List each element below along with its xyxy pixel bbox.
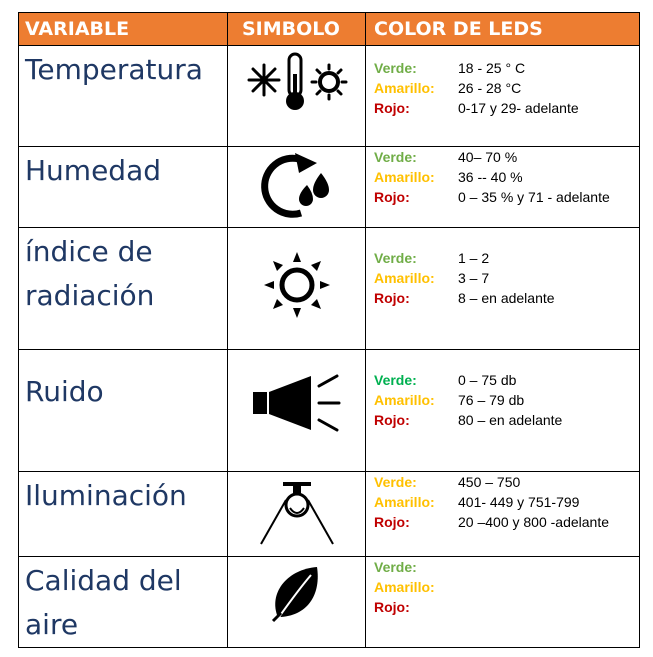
led-colors-cell [366,350,640,472]
red-range: Rojo: 0-17 y 29- adelante [374,100,579,116]
yellow-range: Amarillo: 36 -- 40 % [374,169,523,185]
table-row [19,350,640,472]
sun-icon [262,250,332,320]
red-range: Rojo: 8 – en adelante [374,290,555,306]
variable-name: Iluminación [19,472,228,557]
yellow-range: Amarillo: 76 – 79 db [374,392,525,408]
table-row [19,557,640,648]
symbol-cell [228,228,366,350]
table-row [19,147,640,228]
yellow-range: Amarillo: 401- 449 y 751-799 [374,494,580,510]
green-range: Verde: 18 - 25 ° C [374,60,526,76]
lamp-icon [255,478,339,550]
green-range: Verde: 40– 70 % [374,149,518,165]
variable-name: Ruido [19,350,228,472]
leaf-icon [269,563,325,625]
header-row [19,13,640,46]
green-range: Verde: [374,559,417,575]
led-colors-cell [366,46,640,147]
variable-name: Temperatura [19,46,228,147]
header-symbol: SIMBOLO [228,13,366,46]
red-range: Rojo: 0 – 35 % y 71 - adelante [374,189,610,205]
speaker-icon [249,372,345,436]
yellow-range: Amarillo: 3 – 7 [374,270,490,286]
led-color-table [18,12,640,648]
variable-name: índice de radiación [19,228,228,350]
variable-name: Calidad del aire [19,557,228,648]
symbol-cell [228,46,366,147]
humidity-icon [255,153,339,219]
red-range: Rojo: [374,599,410,615]
symbol-cell [228,147,366,228]
temperature-icon [245,50,349,114]
table-row [19,472,640,557]
symbol-cell [228,350,366,472]
table-row [19,228,640,350]
led-colors-cell [366,147,640,228]
symbol-cell [228,472,366,557]
green-range: Verde: 450 – 750 [374,474,521,490]
symbol-cell [228,557,366,648]
header-variable: VARIABLE [19,13,228,46]
table-row [19,46,640,147]
led-colors-cell [366,228,640,350]
yellow-range: Amarillo: 26 - 28 °C [374,80,522,96]
led-colors-cell [366,472,640,557]
red-range: Rojo: 20 –400 y 800 -adelante [374,514,610,530]
green-range: Verde: 0 – 75 db [374,372,517,388]
yellow-range: Amarillo: [374,579,435,595]
variable-name: Humedad [19,147,228,228]
led-colors-cell [366,557,640,648]
header-color: COLOR DE LEDS [366,13,640,46]
red-range: Rojo: 80 – en adelante [374,412,563,428]
green-range: Verde: 1 – 2 [374,250,490,266]
